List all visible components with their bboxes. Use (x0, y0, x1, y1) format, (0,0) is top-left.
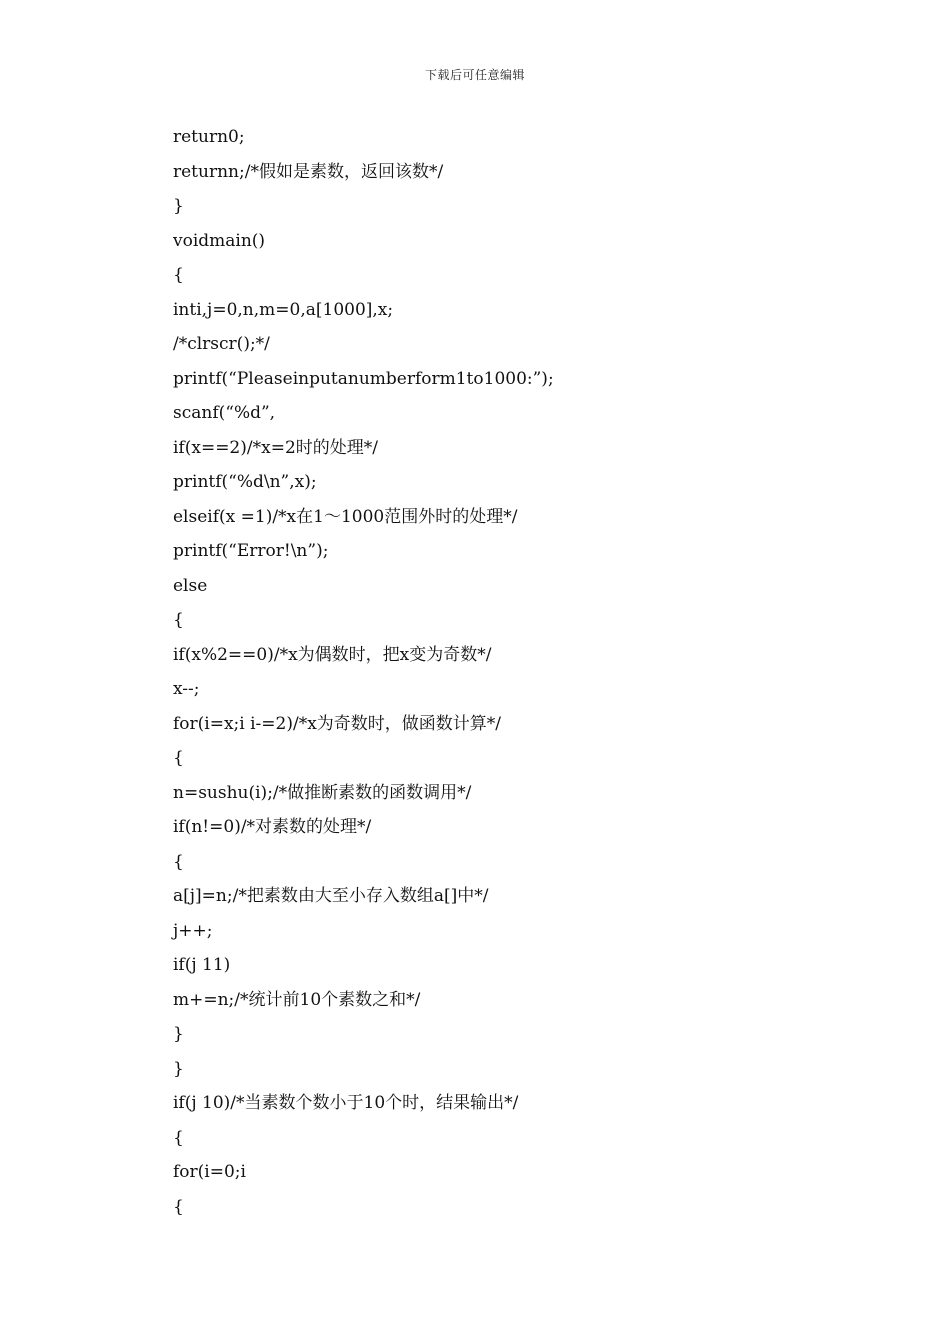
code-line: { (173, 1196, 184, 1217)
code-line: a[j]=n;/*把素数由大至小存入数组a[]中*/ (173, 886, 489, 906)
code-line: returnn;/*假如是素数，返回该数*/ (173, 161, 444, 182)
code-line: printf(“%d\n”,x); (173, 472, 317, 492)
code-line: scanf(“%d”, (173, 403, 276, 423)
code-line: { (173, 748, 184, 768)
code-line: else (173, 575, 208, 596)
code-line: n=sushu(i);/*做推断素数的函数调用*/ (173, 782, 472, 803)
code-line: for(i=x;i i-=2)/*x为奇数时，做函数计算*/ (173, 713, 502, 734)
code-line: { (173, 1127, 184, 1148)
code-line: j++; (173, 920, 213, 941)
code-line: if(x%2==0)/*x为偶数时，把x变为奇数*/ (173, 644, 492, 665)
code-line: } (173, 1024, 184, 1044)
code-line: if(x==2)/*x=2时的处理*/ (173, 437, 378, 458)
code-line: } (173, 1058, 184, 1079)
code-line: voidmain() (173, 230, 266, 251)
code-line: { (173, 851, 184, 872)
code-line: inti,j=0,n,m=0,a[1000],x; (173, 299, 394, 320)
code-line: printf(“Error!\n”); (173, 541, 329, 561)
code-line: { (173, 265, 184, 285)
code-line: elseif(x =1)/*x在1～1000范围外时的处理*/ (173, 506, 518, 527)
code-line: } (173, 196, 184, 216)
code-line: /*clrscr();*/ (173, 334, 270, 354)
code-line: { (173, 610, 184, 630)
code-line: if(j 10)/*当素数个数小于10个时，结果输出*/ (173, 1093, 519, 1113)
code-line: printf(“Pleaseinputanumberform1to1000:”); (173, 368, 554, 389)
code-line: x--; (173, 679, 200, 699)
code-line: if(j 11) (173, 955, 231, 975)
code-line: return0; (173, 127, 245, 147)
code-listing (173, 126, 873, 1230)
page-header: 下载后可任意编辑 (424, 68, 525, 82)
code-line: if(n!=0)/*对素数的处理*/ (173, 817, 372, 837)
code-line: for(i=0;i (173, 1162, 246, 1182)
code-line: m+=n;/*统计前10个素数之和*/ (173, 989, 421, 1010)
